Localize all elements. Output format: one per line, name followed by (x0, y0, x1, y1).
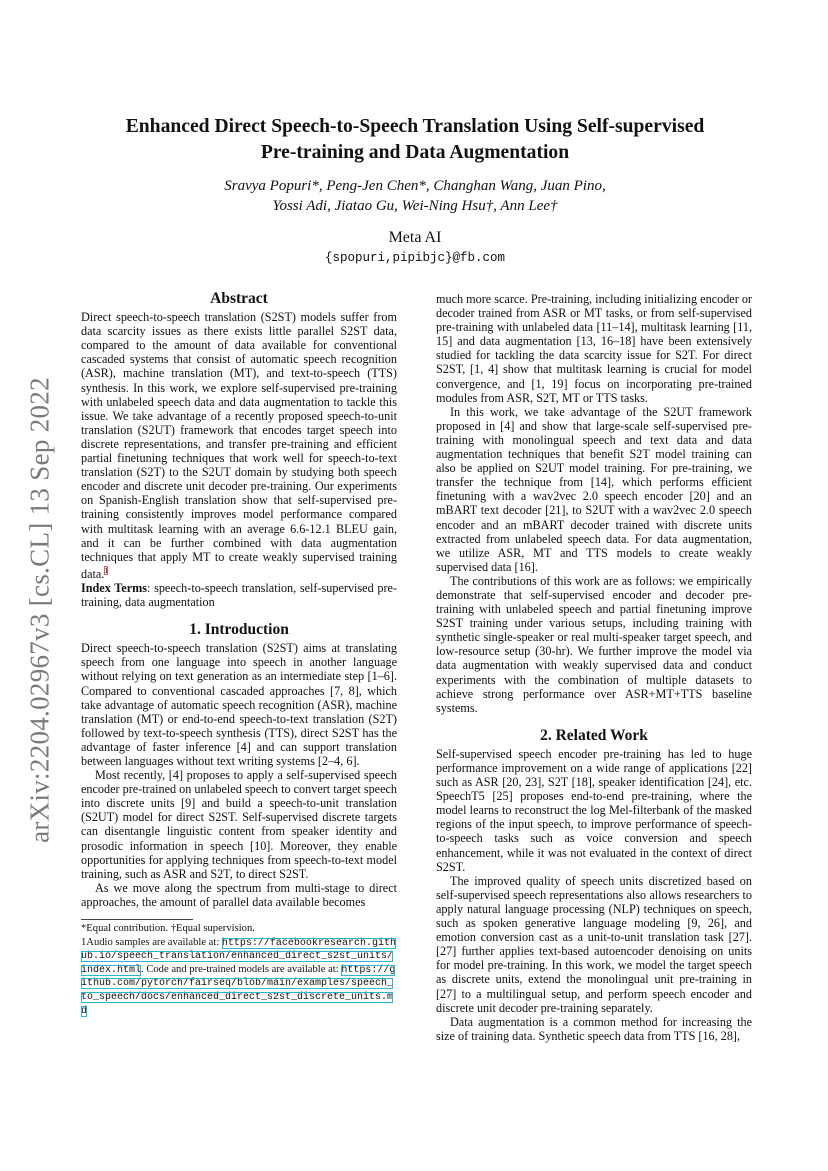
author-list (90, 176, 740, 216)
audio-samples-link[interactable]: https://facebookresearch.github.io/speech_translation/enhanced_direct_s2st_units/index.html (81, 937, 396, 976)
paper-title (90, 114, 740, 166)
title-line-1: Enhanced Direct Speech-to-Speech Translation Using Self-supervised (125, 116, 705, 137)
abstract-text: Direct speech-to-speech translation (S2ST) models suffer from data scarcity issues as there exists little parallel S2ST data, compared to the amount of data available for conventional cascaded systems that consist of automatic speech recognition (ASR), machine translation (MT), and text-to-speech (TTS) synthesis. In this work, we explore self-supervised pre-training with unlabeled speech data and data augmentation to tackle this issue. We take advantage of a recently proposed speech-to-unit translation (S2UT) framework that encodes target speech into discrete representations, and transfer pre-training and efficient partial finetuning techniques that work well for speech-to-text translation (S2T) to the S2UT domain by studying both speech encoder and discrete unit decoder pre-training. Our experiments on Spanish-English translation show that self-supervised pre-training consistently improves model performance compared with multitask learning with an average 6.6-12.1 BLEU gain, and it can be further combined with data augmentation techniques that apply MT to create weakly supervised training data. (81, 310, 397, 581)
intro-paragraph-5: The contributions of this work are as follows: we empirically demonstrate that self-supervised encoder and decoder pre-training with unlabeled speech and partial finetuning improve S2ST training under various setups, including training with synthetic single-speaker or real multi-speaker target speech, and low-resource setup (30-hr). We further improve the model via data augmentation with weakly supervised data and conduct experiments with the combination of multiple datasets to achieve strong performance over ASR+MT+TTS baseline systems. (436, 573, 752, 715)
index-terms (81, 581, 397, 609)
intro-paragraph-3: As we move along the spectrum from multi-stage to direct approaches, the amount of parallel data available becomes (81, 880, 397, 909)
intro-paragraph-3-continued: much more scarce. Pre-training, including initializing encoder or decoder trained from ASR or MT tasks, or from self-supervised pre-training with unlabeled data [11–14], multitask learning [11, 15] and data augmentation [13, 16–18] have been extensively studied for tackling the data scarcity issue for S2T. For direct S2ST, [1, 4] show that multitask learning is crucial for model convergence, and [1, 19] focus on incorporating pre-trained modules from ASR, S2T, MT or TTS tasks. (436, 292, 752, 405)
authors-line-2: Yossi Adi, Jiatao Gu, Wei-Ning Hsu†, Ann Lee† (272, 198, 558, 214)
arxiv-stamp-text: arXiv:2204.02967v3 [cs.CL] 13 Sep 2022 (24, 377, 55, 843)
intro-paragraph-2: Most recently, [4] proposes to apply a self-supervised speech encoder pre-trained on unlabeled speech to convert target speech into discrete units [9] and build a speech-to-unit translation (S2UT) model for direct S2ST. Self-supervised discrete targets can disentangle linguistic content from speaker identity and prosodic information in speech [10]. Moreover, they enable opportunities for applying techniques from speech-to-text model training, such as ASR and S2T, to direct S2ST. (81, 768, 397, 881)
abstract-heading: Abstract (210, 290, 268, 307)
footnotes (81, 923, 397, 1018)
intro-paragraph-1: Direct speech-to-speech translation (S2ST) aims at translating speech from one language into speech in another language without relying on text generation as an intermediate step [1–6]. Compared to conventional cascaded approaches [7, 8], which take advantage of automatic speech recognition (ASR), machine translation (MT) or end-to-end speech-to-text translation (S2T) followed by text-to-speech synthesis (TTS), direct S2ST has the advantage of faster inference [4] and can support translation between languages without text writing systems [2–4, 6]. (81, 641, 397, 768)
code-repo-link[interactable]: https://github.com/pytorch/fairseq/blob/main/examples/speech_to_speech/docs/enhanced_direct_s2st_discrete_units.md (81, 964, 396, 1017)
index-terms-label: Index Terms (81, 580, 148, 595)
index-terms-text: : speech-to-speech translation, self-supervised pre-training, data augmentation (81, 580, 397, 610)
left-column (81, 292, 397, 1019)
authors-line-1: Sravya Popuri*, Peng-Jen Chen*, Changhan Wang, Juan Pino, (224, 178, 606, 194)
abstract-body (81, 310, 397, 581)
related-work-heading: 2. Related Work (540, 726, 648, 744)
related-paragraph-1: Self-supervised speech encoder pre-training has led to huge performance improvement on a wide range of applications [22] such as ASR [20, 23], S2T [18], speaker identification [24], etc. SpeechT5 [25] proposes end-to-end pre-training, where the model learns to reconstruct the log Mel-filterbank of the masked regions of the input speech, to improve performance of speech-to-speech tasks such as voice conversion and speech enhancement, while it was not evaluated in the context of direct S2ST. (436, 746, 752, 874)
intro-paragraph-4: In this work, we take advantage of the S2UT framework proposed in [4] and show that large-scale self-supervised pre-training with monolingual speech and text data and data augmentation techniques that benefit S2T model training can also be applied on S2UT model training. For pre-training, we transfer the technique from [14], which performs efficient finetuning with a wav2vec 2.0 speech encoder [20] and an mBART text decoder [21], to S2UT with a wav2vec 2.0 speech encoder and an mBART decoder trained with discrete units extracted from unlabeled speech data. For data augmentation, we utilize ASR, MT and TTS models to create weakly supervised data [16]. (436, 404, 752, 574)
title-line-2: Pre-training and Data Augmentation (260, 142, 570, 163)
related-paragraph-3: Data augmentation is a common method for increasing the size of training data. Synthetic speech data from TTS [16, 28], (436, 1014, 752, 1043)
footnote-1-mid: . Code and pre-trained models are available at: (141, 963, 339, 975)
footnote-1 (81, 937, 397, 1019)
footnote-1-lead: 1Audio samples are available at: (81, 936, 220, 948)
abstract-footnote-ref[interactable]: 1 (104, 565, 109, 575)
arxiv-stamp (18, 370, 62, 850)
affiliation: Meta AI (388, 229, 442, 246)
introduction-heading: 1. Introduction (189, 621, 289, 639)
footnote-rule (81, 919, 193, 920)
contact-email: {spopuri,pipibjc}@fb.com (324, 251, 506, 265)
right-column (436, 292, 752, 1043)
related-paragraph-2: The improved quality of speech units discretized based on self-supervised speech representations also allows researchers to apply natural language processing (NLP) techniques on speech, such as spoken generative language modeling [9, 26], and emotion conversion cast as a unit-to-unit translation task [27]. [27] further applies text-based autoencoder denoising on units for model pre-training. In this work, we model the target speech as discrete units, extend the monolingual unit pre-training in [27] to a multilingual setup, and perform speech encoder and discrete unit decoder pre-training separately. (436, 873, 752, 1015)
footnote-equal-contribution: *Equal contribution. †Equal supervision. (81, 923, 255, 934)
